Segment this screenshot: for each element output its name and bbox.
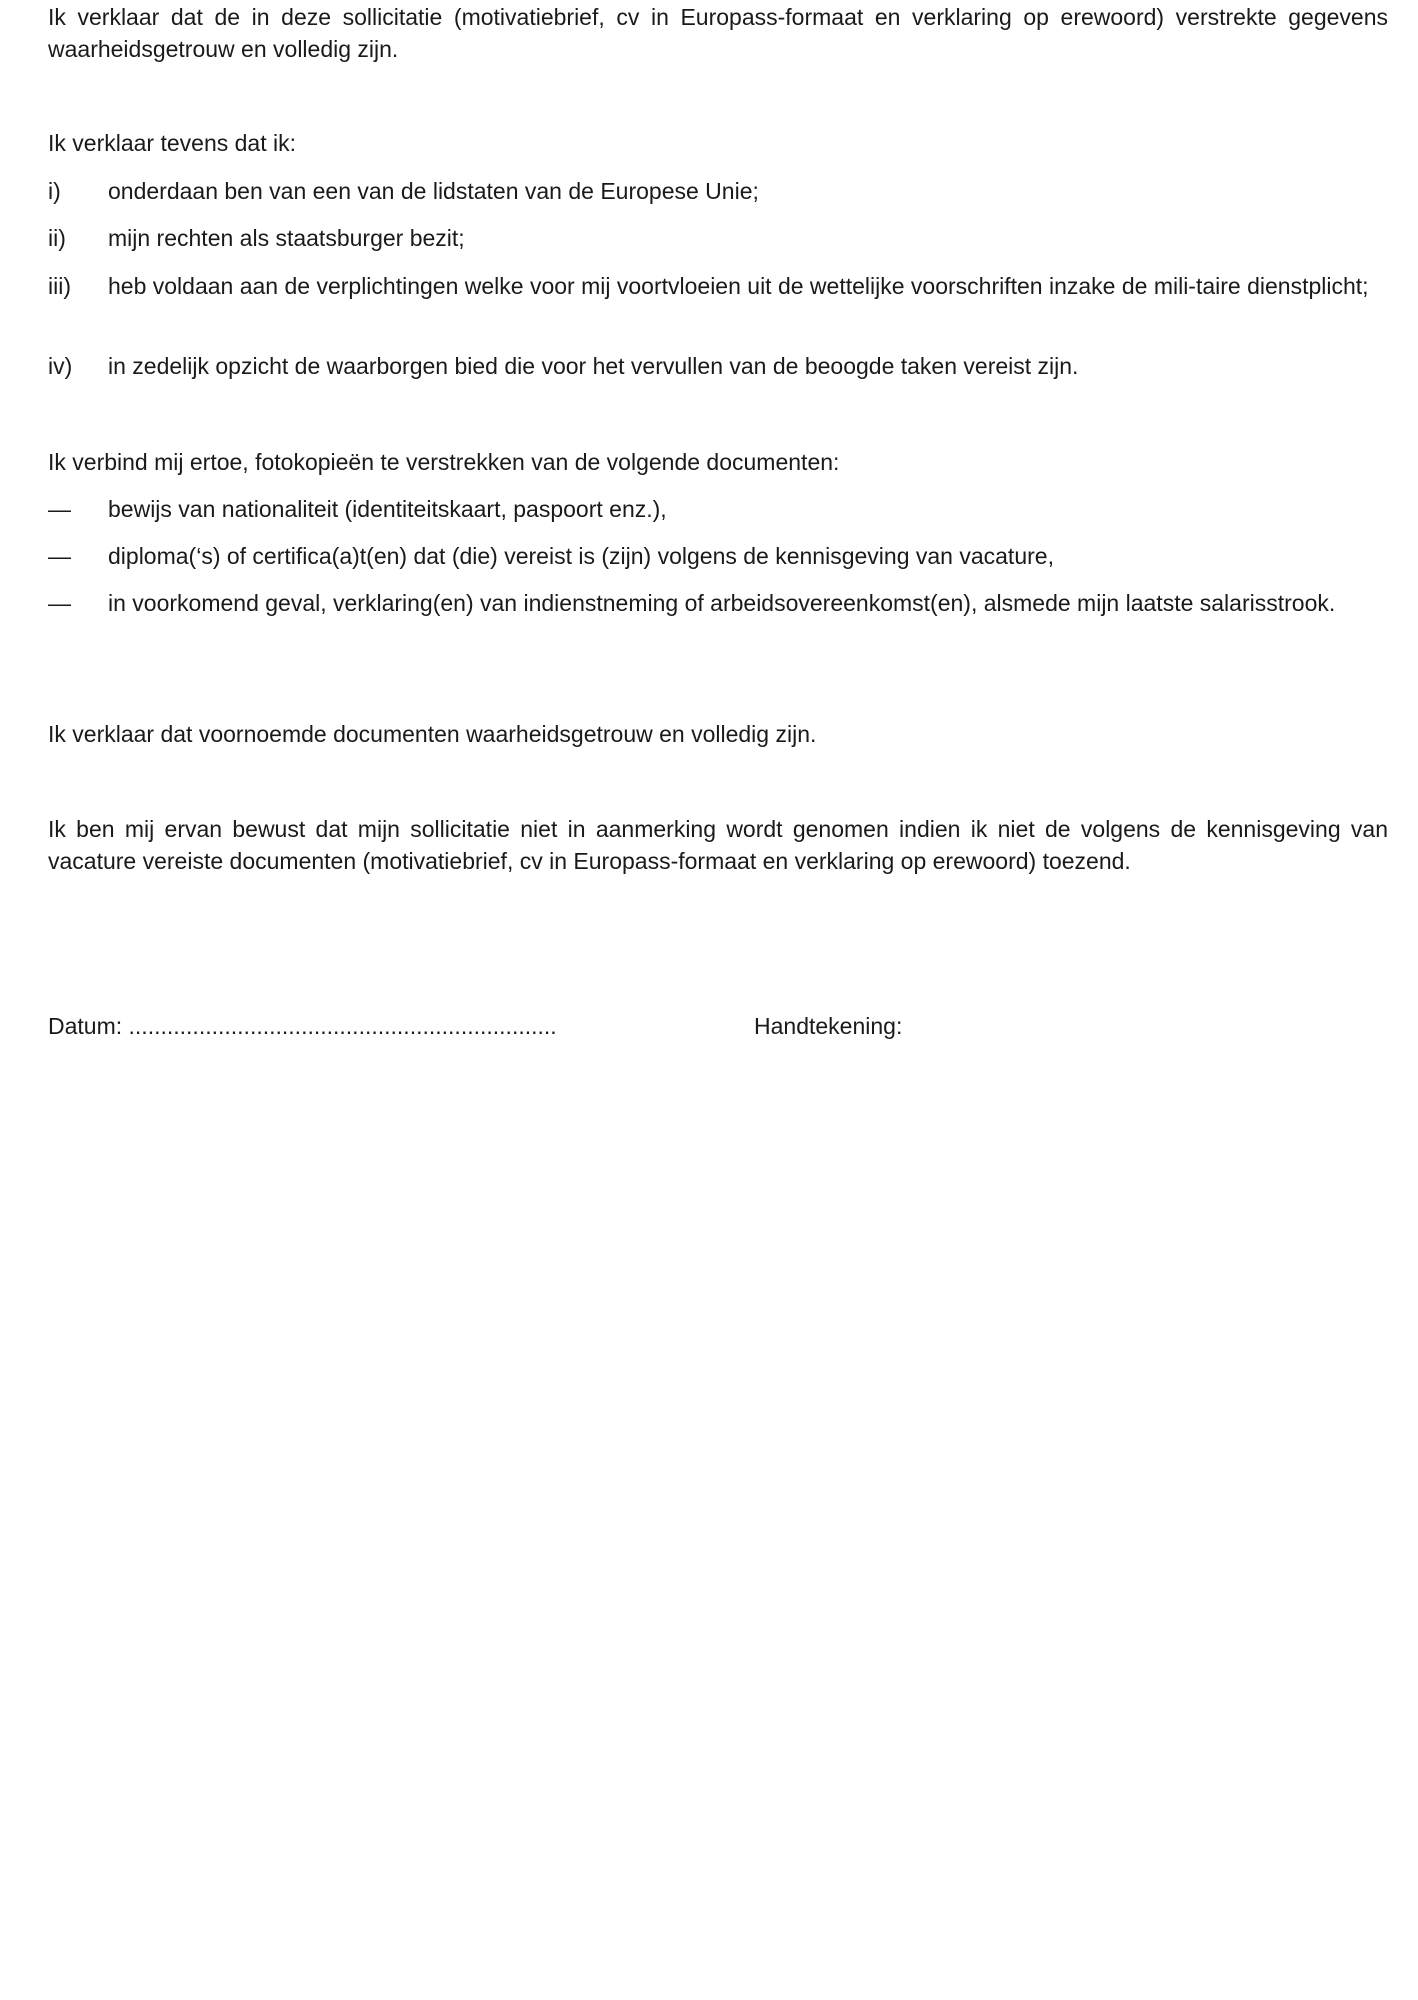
awareness-statement: Ik ben mij ervan bewust dat mijn sollicitatie niet in aanmerking wordt genomen indien ik niet de volgens de kennisgeving van vacature vereiste documenten (motivatiebrief, cv in Europass-formaat en verklaring op erewoord) toezend. xyxy=(48,816,1388,874)
list-marker: i) xyxy=(48,178,61,204)
document-text: in voorkomend geval, verklaring(en) van indienstneming of arbeidsovereenkomst(en), alsmede mijn laatste salarisstrook. xyxy=(108,590,1336,616)
intro-paragraph: Ik verklaar dat de in deze sollicitatie (motivatiebrief, cv in Europass-formaat en verklaring op erewoord) verstrekte gegevens waarheidsgetrouw en volledig zijn. xyxy=(48,4,1388,62)
commitment-heading: Ik verbind mij ertoe, fotokopieën te verstrekken van de volgende documenten: xyxy=(48,449,840,475)
declaration-text: in zedelijk opzicht de waarborgen bied die voor het vervullen van de beoogde taken vereist zijn. xyxy=(108,353,1079,379)
signature-label: Handtekening: xyxy=(754,1013,903,1039)
declaration-heading: Ik verklaar tevens dat ik: xyxy=(48,130,296,156)
date-label: Datum: xyxy=(48,1013,123,1039)
declaration-text: onderdaan ben van een van de lidstaten van de Europese Unie; xyxy=(108,178,759,204)
document-item xyxy=(48,493,1388,525)
document-item xyxy=(48,587,1388,619)
declaration-text: mijn rechten als staatsburger bezit; xyxy=(108,225,465,251)
declaration-item xyxy=(48,270,1388,302)
list-marker: ii) xyxy=(48,225,66,251)
date-field[interactable] xyxy=(48,1010,557,1042)
declaration-text: heb voldaan aan de verplichtingen welke voor mij voortvloeien uit de wettelijke voorschriften inzake de mili-taire dienstplicht; xyxy=(108,273,1369,299)
list-marker: iv) xyxy=(48,353,73,379)
date-dotted-line: ................................................................... xyxy=(128,1013,557,1039)
declaration-item xyxy=(48,350,1388,382)
document-item xyxy=(48,540,1388,572)
dash-marker: — xyxy=(48,496,71,522)
document-text: diploma(‘s) of certifica(a)t(en) dat (die) vereist is (zijn) volgens de kennisgeving van vacature, xyxy=(108,543,1054,569)
declaration-item xyxy=(48,222,1388,254)
declaration-item xyxy=(48,175,1388,207)
dash-marker: — xyxy=(48,590,71,616)
document-text: bewijs van nationaliteit (identiteitskaart, paspoort enz.), xyxy=(108,496,667,522)
truth-statement: Ik verklaar dat voornoemde documenten waarheidsgetrouw en volledig zijn. xyxy=(48,721,817,747)
signature-row xyxy=(48,1010,1388,1042)
list-marker: iii) xyxy=(48,273,71,299)
dash-marker: — xyxy=(48,543,71,569)
